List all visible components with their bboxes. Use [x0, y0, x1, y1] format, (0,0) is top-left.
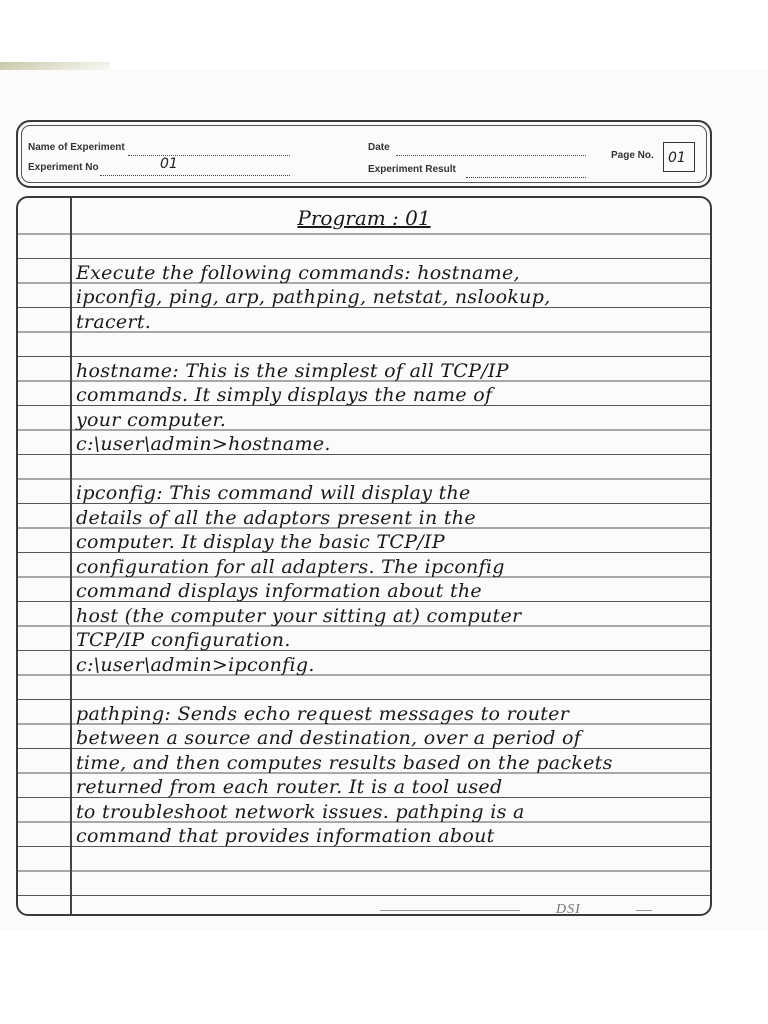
handwritten-line: your computer. — [76, 408, 227, 431]
footer-rule-left — [380, 910, 520, 911]
name-of-experiment-label: Name of Experiment — [28, 142, 125, 153]
handwritten-line: configuration for all adapters. The ipconfig — [76, 555, 505, 578]
handwritten-line: commands. It simply displays the name of — [76, 384, 493, 406]
date-label: Date — [368, 142, 390, 153]
handwritten-line: ipconfig, ping, arp, pathping, netstat, nslookup, — [76, 286, 551, 308]
handwritten-line: to troubleshoot network issues. pathping is a — [76, 800, 525, 823]
experiment-no-label: Experiment No — [28, 162, 99, 173]
date-field — [396, 154, 586, 156]
page-no-label: Page No. — [611, 150, 654, 161]
handwritten-line: between a source and destination, over a period of — [76, 727, 582, 749]
handwritten-line: host (the computer your sitting at) computer — [76, 604, 522, 627]
experiment-result-label: Experiment Result — [368, 164, 456, 175]
handwritten-line: details of all the adaptors present in the — [76, 506, 476, 529]
handwritten-line: TCP/IP configuration. — [76, 629, 291, 651]
handwritten-line: computer. It display the basic TCP/IP — [76, 531, 445, 553]
experiment-header-box — [16, 120, 712, 188]
handwritten-line: hostname: This is the simplest of all TCP/IP — [76, 359, 509, 382]
handwritten-line: time, and then computes results based on the packets — [76, 751, 613, 774]
handwritten-line: command displays information about the — [76, 580, 482, 602]
handwritten-line: tracert. — [76, 310, 152, 333]
ruled-writing-area — [16, 196, 712, 916]
experiment-no-field — [100, 174, 290, 176]
handwritten-line: command that provides information about — [76, 825, 495, 847]
handwritten-line: returned from each router. It is a tool used — [76, 776, 503, 798]
footer-rule-right — [636, 910, 652, 911]
name-of-experiment-field — [128, 154, 290, 156]
handwritten-line: ipconfig: This command will display the — [76, 482, 471, 504]
handwritten-line: pathping: Sends echo request messages to router — [76, 702, 570, 725]
handwritten-line: c:\user\admin>hostname. — [76, 433, 331, 455]
handwritten-line: c:\user\admin>ipconfig. — [76, 653, 315, 676]
footer-brand: DSI — [556, 902, 581, 917]
margin-line — [70, 198, 72, 914]
program-title: Program : 01 — [297, 206, 431, 230]
experiment-no-value: 01 — [160, 156, 178, 172]
experiment-result-field — [466, 176, 586, 178]
handwritten-line: Execute the following commands: hostname, — [76, 261, 520, 284]
page-no-value: 01 — [668, 150, 686, 166]
